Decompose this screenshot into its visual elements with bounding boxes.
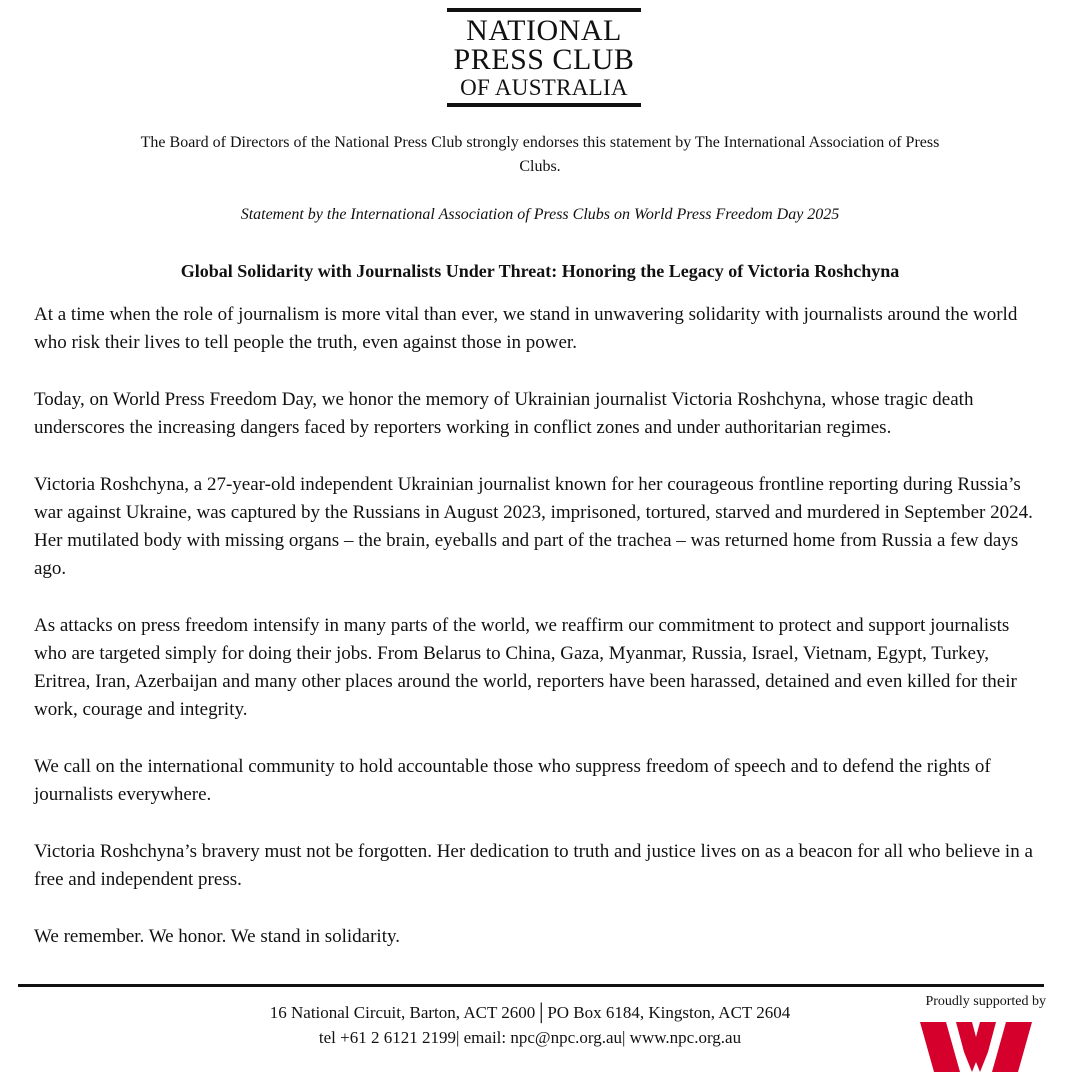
logo-line-2: PRESS CLUB [453, 43, 635, 76]
footer-contact-line: tel +61 2 6121 2199| email: npc@npc.org.au| www.npc.org.au [318, 1028, 742, 1047]
paragraph: We remember. We honor. We stand in solidarity. [34, 926, 401, 947]
npc-logo [447, 8, 641, 107]
logo-line-3: OF AUSTRALIA [460, 75, 628, 100]
endorsement-text: The Board of Directors of the National Press Club strongly endorses this statement by The International Association of Press Clubs. [140, 134, 940, 175]
paragraph: Victoria Roshchyna’s bravery must not be forgotten. Her dedication to truth and justice lives on as a beacon for all who believe in a free and independent press. [34, 841, 1033, 890]
footer-address: 16 National Circuit, Barton, ACT 2600│PO Box 6184, Kingston, ACT 2604 [269, 1003, 791, 1022]
paragraph: We call on the international community to hold accountable those who suppress freedom of speech and to defend the rights of journalists everywhere. [34, 756, 991, 805]
statement-subtitle: Statement by the International Association of Press Clubs on World Press Freedom Day 2025 [240, 206, 840, 223]
sponsor-label: Proudly supported by [925, 994, 1046, 1009]
paragraph: Today, on World Press Freedom Day, we honor the memory of Ukrainian journalist Victoria Roshchyna, whose tragic death underscores the increasing dangers faced by reporters working in conflict zones and under authoritarian regimes. [34, 389, 974, 438]
westpac-w-logo-icon [920, 1022, 1032, 1072]
logo-line-1: NATIONAL [466, 14, 622, 47]
paragraph: At a time when the role of journalism is more vital than ever, we stand in unwavering solidarity with journalists around the world who risk their lives to tell people the truth, even against those in power. [34, 304, 1018, 353]
footer-contact [180, 1000, 880, 1050]
paragraph: Victoria Roshchyna, a 27-year-old independent Ukrainian journalist known for her courageous frontline reporting during Russia’s war against Ukraine, was captured by the Russians in August 2023, imprisoned, tortured, starved and murdered in September 2024. Her mutilated body with missing organs – the brain, eyeballs and part of the trachea – was returned home from Russia a few days ago. [34, 474, 1033, 579]
statement-headline: Global Solidarity with Journalists Under Threat: Honoring the Legacy of Victoria Roshchyna [180, 261, 900, 281]
paragraph: As attacks on press freedom intensify in many parts of the world, we reaffirm our commitment to protect and support journalists who are targeted simply for doing their jobs. From Belarus to China, Gaza, Myanmar, Russia, Israel, Vietnam, Egypt, Turkey, Eritrea, Iran, Azerbaijan and many other places around the world, reporters have been harassed, detained and even killed for their work, courage and integrity. [34, 615, 1017, 720]
statement-body [34, 301, 1042, 980]
footer-divider [18, 984, 1044, 987]
